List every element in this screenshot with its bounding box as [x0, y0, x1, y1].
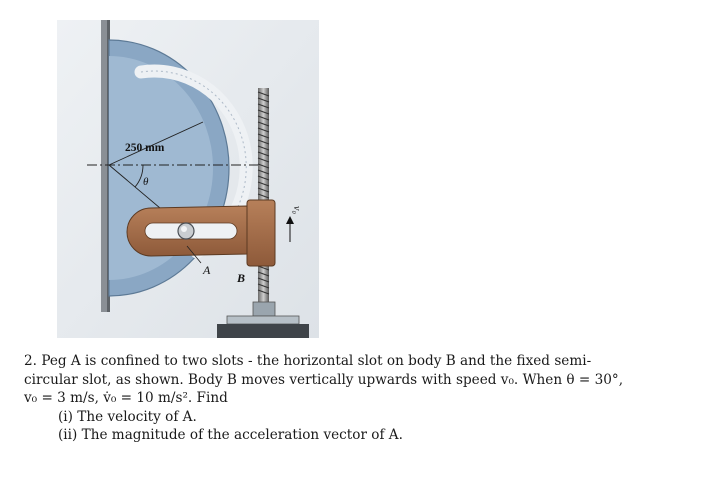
mechanism-diagram — [57, 20, 319, 338]
base-plate — [227, 316, 299, 324]
body-label: B — [237, 271, 246, 285]
problem-line-2: circular slot, as shown. Body B moves vertically upwards with speed v₀. When θ = 30°, — [24, 371, 624, 388]
problem-line-1: Peg A is confined to two slots - the horizontal slot on body B and the fixed semi- — [41, 353, 592, 369]
problem-statement — [24, 352, 688, 445]
problem-figure — [57, 20, 319, 338]
problem-number: 2. — [24, 353, 37, 369]
theta-label: θ — [143, 176, 149, 188]
problem-part-ii: (ii) The magnitude of the acceleration vector of A. — [58, 427, 403, 443]
peg-label: A — [203, 263, 211, 277]
dimension-label: 250 mm — [125, 142, 165, 154]
problem-line-3: v₀ = 3 m/s, v̇₀ = 10 m/s². Find — [24, 390, 228, 406]
velocity-label: v₀ — [291, 206, 302, 214]
ground — [217, 324, 309, 338]
problem-part-i: (i) The velocity of A. — [58, 408, 197, 425]
screw-base-collar — [253, 302, 275, 316]
